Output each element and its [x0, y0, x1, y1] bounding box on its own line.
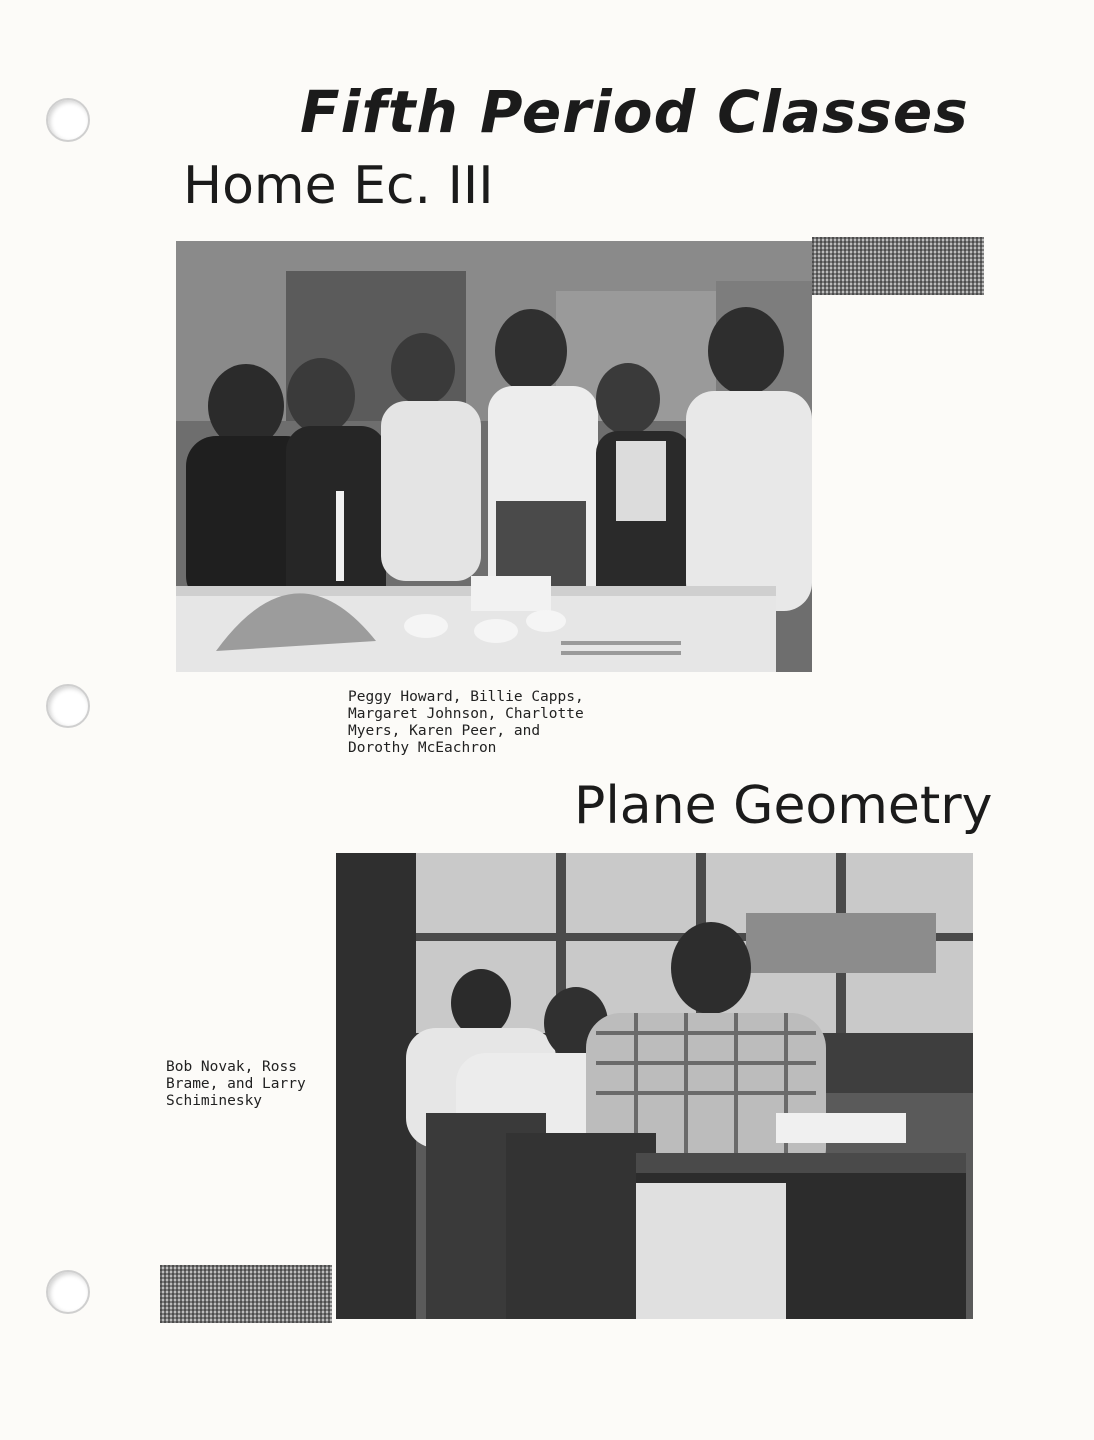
caption-line: Peggy Howard, Billie Capps,	[348, 689, 584, 705]
caption-line: Bob Novak, Ross	[166, 1059, 297, 1075]
binder-hole	[46, 684, 90, 728]
halftone-patch	[160, 1265, 332, 1323]
caption-line: Myers, Karen Peer, and	[348, 723, 541, 739]
section-heading-plane-geometry: Plane Geometry	[574, 776, 993, 836]
caption-home-ec	[348, 689, 584, 757]
caption-line: Margaret Johnson, Charlotte	[348, 706, 584, 722]
photo-home-ec	[176, 241, 812, 672]
halftone-patch	[812, 237, 984, 295]
caption-line: Dorothy McEachron	[348, 740, 497, 756]
photo-plane-geometry	[336, 853, 973, 1319]
caption-plane-geometry	[166, 1059, 306, 1110]
caption-line: Brame, and Larry	[166, 1076, 306, 1092]
section-heading-home-ec: Home Ec. III	[183, 156, 494, 216]
caption-line: Schiminesky	[166, 1093, 263, 1109]
binder-hole	[46, 1270, 90, 1314]
page-title: Fifth Period Classes	[300, 78, 969, 146]
binder-hole	[46, 98, 90, 142]
